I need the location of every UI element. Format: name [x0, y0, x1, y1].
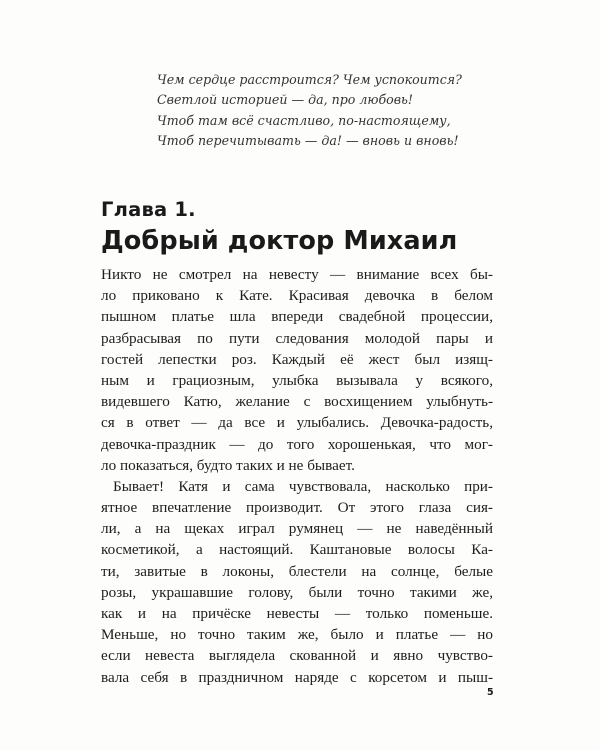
text-line: ло показаться, будто таких и не бывает.	[101, 456, 355, 474]
text-line: Бывает! Катя и сама чувствовала, насколько при-	[113, 477, 493, 495]
text-line: ным и грациозным, улыбка вызывала у всякого,	[101, 371, 493, 389]
text-line: вала себя в праздничном наряде с корсетом и пыш-	[101, 668, 493, 686]
text-line: пышном платье шла впереди свадебной процессии,	[101, 308, 493, 326]
epigraph	[157, 70, 487, 152]
text-line: как и на причёске невесты — только поменьше.	[101, 605, 493, 622]
chapter-label: Глава 1.	[101, 198, 196, 221]
text-line: девочка-праздник — до того хорошенькая, что мог-	[101, 435, 493, 453]
text-line: разбрасывая по пути следования молодой пары и	[101, 329, 493, 347]
text-line: Никто не смотрел на невесту — внимание всех бы-	[101, 266, 493, 283]
body-text	[101, 264, 493, 688]
text-line: ятное впечатление производит. От этого глаза сия-	[101, 499, 493, 517]
text-line: гостей лепестки роз. Каждый её жест был изящ-	[101, 350, 493, 368]
text-line: косметикой, а настоящий. Каштановые волосы Ка-	[101, 541, 493, 559]
epigraph-line: Чтоб там всё счастливо, по-настоящему,	[157, 112, 451, 128]
text-line: Меньше, но точно таким же, было и платье — но	[101, 626, 493, 644]
text-line: ти, завитые в локоны, блестели на солнце, белые	[101, 562, 493, 580]
text-line: ли, а на щеках играл румянец — не наведённый	[101, 520, 493, 538]
chapter-title: Добрый доктор Михаил	[101, 226, 458, 256]
text-line: розы, украшавшие голову, были точно такими же,	[101, 583, 493, 601]
text-line: видевшего Катю, желание с восхищением улыбнуть-	[101, 393, 493, 411]
text-line: ло приковано к Кате. Красивая девочка в белом	[101, 287, 493, 305]
page-number: 5	[487, 687, 494, 698]
text-line: если невеста выглядела скованной и явно чувство-	[101, 647, 493, 665]
text-line: ся в ответ — да все и улыбались. Девочка-радость,	[101, 414, 493, 432]
epigraph-line: Светлой историей — да, про любовь!	[157, 92, 413, 108]
epigraph-line: Чем сердце расстроится? Чем успокоится?	[157, 72, 462, 87]
epigraph-line: Чтоб перечитывать — да! — вновь и вновь!	[157, 133, 459, 149]
